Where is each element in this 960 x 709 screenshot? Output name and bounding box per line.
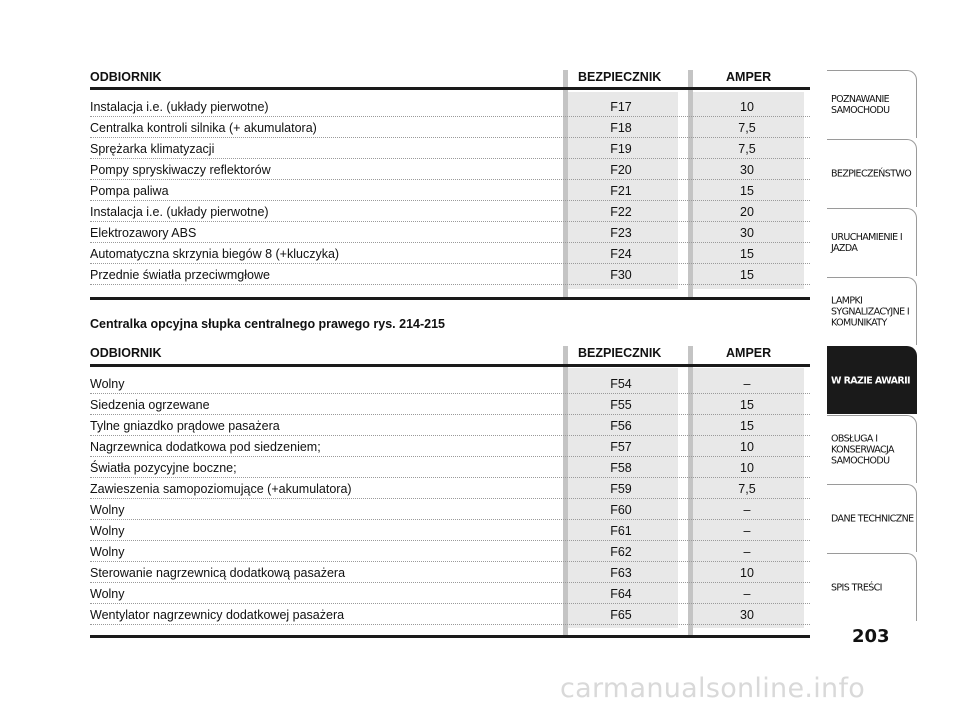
header-rule <box>90 364 810 367</box>
row-fuse: F59 <box>610 482 632 496</box>
table-row <box>90 583 810 604</box>
header-odbiornik: ODBIORNIK <box>90 70 162 84</box>
table-row <box>90 264 810 285</box>
row-name: Elektrozawory ABS <box>90 226 197 240</box>
row-fuse: F56 <box>610 419 632 433</box>
row-name: Światła pozycyjne boczne; <box>90 461 237 475</box>
row-amp: 15 <box>740 247 754 261</box>
tab-poznawanie-samochodu[interactable] <box>827 70 917 138</box>
table-row <box>90 138 810 159</box>
row-fuse: F63 <box>610 566 632 580</box>
row-fuse: F65 <box>610 608 632 622</box>
table-row <box>90 243 810 264</box>
row-amp: 30 <box>740 163 754 177</box>
row-amp: 15 <box>740 419 754 433</box>
row-fuse: F17 <box>610 100 632 114</box>
table-header <box>90 346 810 366</box>
table-row <box>90 562 810 583</box>
row-name: Siedzenia ogrzewane <box>90 398 210 412</box>
table-row <box>90 457 810 478</box>
tab-label: LAMPKI SYGNALIZACYJNE I KOMUNIKATY <box>831 295 910 328</box>
header-amper: AMPER <box>726 346 772 360</box>
row-name: Wolny <box>90 587 125 601</box>
table-row <box>90 541 810 562</box>
row-name: Wolny <box>90 503 125 517</box>
row-fuse: F61 <box>610 524 632 538</box>
header-bezpiecznik: BEZPIECZNIK <box>578 70 662 84</box>
tab-label: BEZPIECZEŃSTWO <box>831 168 912 179</box>
row-amp: 30 <box>740 608 754 622</box>
tab-bezpieczenstwo[interactable] <box>827 139 917 207</box>
table-row <box>90 222 810 243</box>
row-name: Sprężarka klimatyzacji <box>90 142 215 156</box>
tab-obsluga-i-konserwacja[interactable] <box>827 415 917 483</box>
row-name: Wolny <box>90 524 125 538</box>
row-amp: 10 <box>740 461 754 475</box>
row-amp: 7,5 <box>738 121 756 135</box>
table-row <box>90 201 810 222</box>
table-row <box>90 96 810 117</box>
table-bottom-rule <box>90 297 810 300</box>
row-fuse: F21 <box>610 184 632 198</box>
row-fuse: F64 <box>610 587 632 601</box>
row-fuse: F18 <box>610 121 632 135</box>
row-fuse: F60 <box>610 503 632 517</box>
row-name: Nagrzewnica dodatkowa pod siedzeniem; <box>90 440 321 454</box>
table-row <box>90 604 810 625</box>
tab-w-razie-awarii[interactable] <box>827 346 917 414</box>
row-name: Wolny <box>90 377 125 391</box>
row-fuse: F62 <box>610 545 632 559</box>
table-row <box>90 520 810 541</box>
header-amper: AMPER <box>726 70 772 84</box>
row-amp: – <box>743 545 751 559</box>
row-amp: 10 <box>740 566 754 580</box>
row-amp: 7,5 <box>738 142 756 156</box>
table-row <box>90 117 810 138</box>
table-bottom-rule <box>90 635 810 638</box>
row-amp: 15 <box>740 398 754 412</box>
table-row <box>90 478 810 499</box>
row-fuse: F22 <box>610 205 632 219</box>
row-fuse: F23 <box>610 226 632 240</box>
header-rule <box>90 87 810 90</box>
chapter-sidebar <box>827 70 917 622</box>
row-fuse: F19 <box>610 142 632 156</box>
row-fuse: F30 <box>610 268 632 282</box>
table-row <box>90 499 810 520</box>
tab-uruchamienie-i-jazda[interactable] <box>827 208 917 276</box>
tab-lampki-sygnalizacyjne[interactable] <box>827 277 917 345</box>
watermark: carmanualsonline.info <box>560 673 866 704</box>
row-amp: 30 <box>740 226 754 240</box>
table-row <box>90 159 810 180</box>
row-name: Zawieszenia samopoziomujące (+akumulatora) <box>90 482 352 496</box>
row-name: Centralka kontroli silnika (+ akumulatora) <box>90 121 317 135</box>
row-fuse: F58 <box>610 461 632 475</box>
tab-label: W RAZIE AWARII <box>831 375 910 386</box>
row-name: Sterowanie nagrzewnicą dodatkową pasażera <box>90 566 346 580</box>
fuse-table-2 <box>90 346 810 640</box>
table-rows <box>90 373 810 625</box>
row-name: Automatyczna skrzynia biegów 8 (+kluczyka) <box>90 247 340 261</box>
row-fuse: F24 <box>610 247 632 261</box>
row-amp: 15 <box>740 268 754 282</box>
row-amp: – <box>743 587 751 601</box>
row-name: Instalacja i.e. (układy pierwotne) <box>90 205 269 219</box>
row-name: Przednie światła przeciwmgłowe <box>90 268 270 282</box>
row-amp: – <box>743 377 751 391</box>
page-number: 203 <box>852 626 890 647</box>
row-fuse: F54 <box>610 377 632 391</box>
row-fuse: F20 <box>610 163 632 177</box>
table-row <box>90 180 810 201</box>
row-name: Instalacja i.e. (układy pierwotne) <box>90 100 269 114</box>
table-row <box>90 373 810 394</box>
tab-label: SPIS TREŚCI <box>831 582 882 593</box>
tab-label: DANE TECHNICZNE <box>831 513 914 524</box>
row-fuse: F57 <box>610 440 632 454</box>
tab-spis-tresci[interactable] <box>827 553 917 621</box>
row-name: Pompy spryskiwaczy reflektorów <box>90 163 271 177</box>
row-amp: – <box>743 524 751 538</box>
table-rows <box>90 96 810 285</box>
section-title: Centralka opcyjna słupka centralnego prawego rys. 214-215 <box>90 317 446 331</box>
tab-label: OBSŁUGA I KONSERWACJA SAMOCHODU <box>831 433 894 466</box>
table-row <box>90 394 810 415</box>
row-name: Wentylator nagrzewnicy dodatkowej pasażera <box>90 608 345 622</box>
row-name: Wolny <box>90 545 125 559</box>
row-fuse: F55 <box>610 398 632 412</box>
header-odbiornik: ODBIORNIK <box>90 346 162 360</box>
row-amp: 15 <box>740 184 754 198</box>
tab-label: POZNAWANIE SAMOCHODU <box>831 93 890 116</box>
row-amp: 10 <box>740 100 754 114</box>
row-amp: 10 <box>740 440 754 454</box>
row-amp: 20 <box>740 205 754 219</box>
row-amp: 7,5 <box>738 482 756 496</box>
table-row <box>90 415 810 436</box>
row-amp: – <box>743 503 751 517</box>
tab-dane-techniczne[interactable] <box>827 484 917 552</box>
header-bezpiecznik: BEZPIECZNIK <box>578 346 662 360</box>
table-row <box>90 436 810 457</box>
tab-label: URUCHAMIENIE I JAZDA <box>831 231 903 254</box>
fuse-table-1 <box>90 70 810 300</box>
row-name: Pompa paliwa <box>90 184 169 198</box>
row-name: Tylne gniazdko prądowe pasażera <box>90 419 280 433</box>
